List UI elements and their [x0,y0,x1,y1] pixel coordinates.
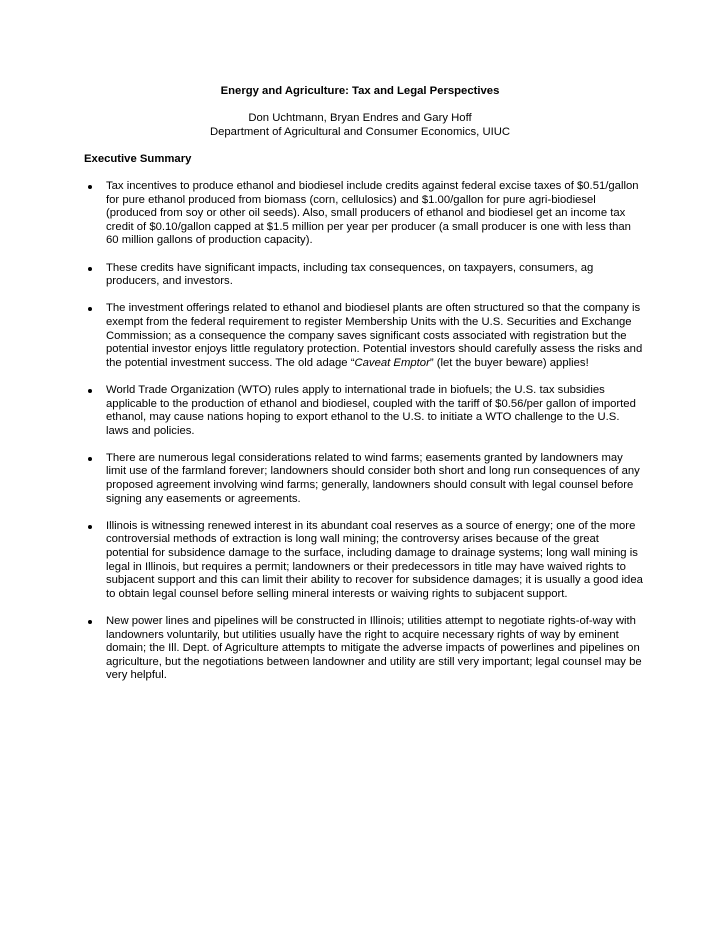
bullet-text [106,302,644,370]
bullet-text-part: The investment offerings related to ethanol and biodiesel plants are often structured so that the company is exempt from the federal requirement to register Membership Units with the U.S. Securities and Exchange Commission; as a consequence the company saves significant costs associated with registration but the potential investor enjoys little regulatory protection. Potential investors should carefully assess the risks and the potential investment success. The old adage “ [106,302,643,369]
bullet-dot-icon [88,307,92,311]
summary-bullet-item [84,262,644,289]
summary-bullet-item [84,384,644,438]
bullet-text: New power lines and pipelines will be constructed in Illinois; utilities attempt to negotiate rights-of-way with landowners voluntarily, but utilities usually have the right to acquire necessary rights of way by eminent domain; the Ill. Dept. of Agriculture attempts to mitigate the adverse impacts of powerlines and pipelines on agriculture, but the negotiations between landowner and utility are still very important; legal counsel may be very helpful. [106,615,642,682]
bullet-text-part: ” (let the buyer beware) applies! [429,356,589,369]
bullet-text: Illinois is witnessing renewed interest in its abundant coal reserves as a source of energy; one of the more controversial methods of extraction is long wall mining; the controversy arises because of the great potential for subsidence damage to the surface, including damage to drainage systems; long wall mining is legal in Illinois, but requires a permit; landowners or their predecessors in title may have waived rights to subjacent support and this can limit their ability to recover for subsidence damages; it is usually a good idea to obtain legal counsel before selling mineral interests or waiving rights to subjacent support. [106,519,643,600]
bullet-text: Tax incentives to produce ethanol and biodiesel include credits against federal excise taxes of $0.51/gallon for pure ethanol produced from biomass (corn, cellulosics) and $1.00/gallon for pure agri-biodiesel (produced from soy or other oil seeds). Also, small producers of ethanol and biodiesel get an income tax credit of $0.10/gallon capped at $1.5 million per year per producer (a small producer is one with less than 60 million gallons of production capacity). [106,180,639,247]
bullet-dot-icon [88,525,92,529]
summary-bullet-item [84,520,644,602]
bullet-text: World Trade Organization (WTO) rules apply to international trade in biofuels; the U.S. tax subsidies applicable to the production of ethanol and biodiesel, coupled with the tariff of $0.56/per gallon of imported ethanol, may cause nations hoping to export ethanol to the U.S. to initiate a WTO challenge to the U.S. laws and policies. [106,383,636,437]
bullet-text-italic: Caveat Emptor [354,356,430,369]
bullet-text: There are numerous legal considerations related to wind farms; easements granted by landowners may limit use of the farmland forever; landowners should consider both short and long run consequences of any proposed agreement involving wind farms; generally, landowners should consult with legal counsel before signing any easements or agreements. [106,451,640,505]
bullet-dot-icon [88,267,92,271]
bullet-text: These credits have significant impacts, including tax consequences, on taxpayers, consumers, ag producers, and investors. [106,261,594,288]
summary-bullet-list [84,180,644,697]
summary-bullet-item [84,615,644,683]
section-heading: Executive Summary [84,153,192,165]
page-title: Energy and Agriculture: Tax and Legal Perspectives [220,85,500,97]
bullet-dot-icon [88,457,92,461]
bullet-dot-icon [88,185,92,189]
affiliation-line: Department of Agricultural and Consumer Economics, UIUC [209,126,511,138]
bullet-dot-icon [88,620,92,624]
bullet-dot-icon [88,389,92,393]
summary-bullet-item [84,452,644,506]
summary-bullet-item [84,180,644,248]
authors-line: Don Uchtmann, Bryan Endres and Gary Hoff [248,112,472,124]
summary-bullet-item [84,302,644,370]
